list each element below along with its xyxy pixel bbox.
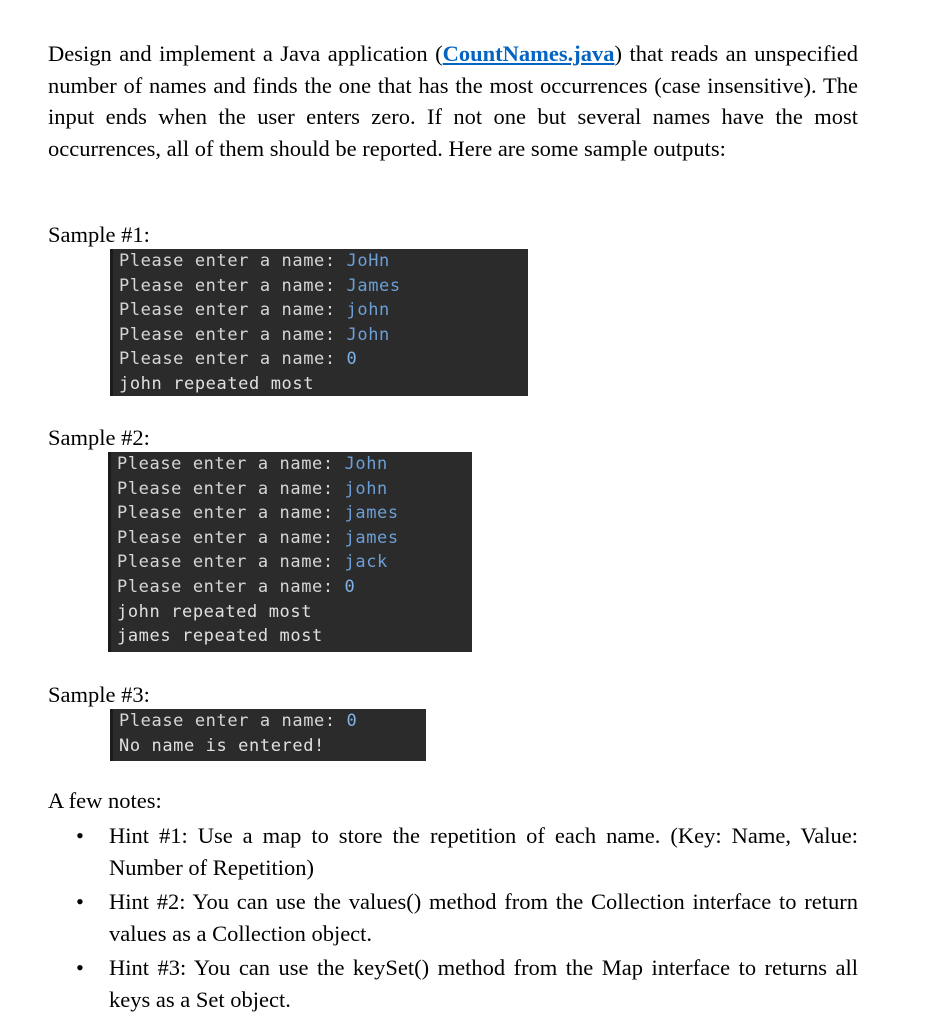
console-output-line: james repeated most xyxy=(117,626,323,647)
hint-text: Hint #3: You can use the keySet() method from the Map interface to returns all keys as a Set object. xyxy=(109,955,858,1012)
console-line: Please enter a name: JoHn xyxy=(119,251,390,271)
console-output-line: john repeated most xyxy=(119,373,315,394)
bullet-icon: • xyxy=(76,889,84,914)
hint-text: Hint #2: You can use the values() method from the Collection interface to return values as a Collection object. xyxy=(109,889,858,946)
notes-label: A few notes: xyxy=(48,788,162,813)
console-line: Please enter a name: john xyxy=(117,478,388,499)
sample-2-console xyxy=(108,452,472,652)
console-line: Please enter a name: james xyxy=(117,527,399,548)
console-line: Please enter a name: 0 xyxy=(119,349,358,370)
console-line: Please enter a name: john xyxy=(119,300,390,321)
console-line: Please enter a name: jack xyxy=(117,552,388,573)
console-line: Please enter a name: John xyxy=(117,454,388,474)
sample-3-console xyxy=(110,709,426,761)
list-item xyxy=(76,886,858,949)
countnames-link[interactable]: CountNames.java xyxy=(442,41,615,66)
hints-list xyxy=(76,820,858,1018)
console-line: Please enter a name: james xyxy=(117,503,399,524)
console-line: Please enter a name: 0 xyxy=(119,711,358,731)
intro-text-start: Design and implement a Java application ( xyxy=(48,41,443,66)
sample-1-label: Sample #1: xyxy=(48,222,150,247)
sample-2-label: Sample #2: xyxy=(48,425,150,450)
console-output-line: john repeated most xyxy=(117,601,313,622)
list-item xyxy=(76,952,858,1015)
console-line: Please enter a name: 0 xyxy=(117,576,356,597)
bullet-icon: • xyxy=(76,955,84,980)
console-line: Please enter a name: James xyxy=(119,275,401,296)
sample-3-label: Sample #3: xyxy=(48,682,150,707)
intro-paragraph xyxy=(48,38,858,164)
intro-text-end: ) that reads an unspecified number of names and finds the one that has the most occurrences (case insensitive). The input ends when the user enters zero. If not one but several names have the most occurrences, all of them should be reported. Here are some sample outputs: xyxy=(48,41,858,161)
hint-text: Hint #1: Use a map to store the repetition of each name. (Key: Name, Value: Number of Repetition) xyxy=(109,823,858,880)
list-item xyxy=(76,820,858,883)
sample-1-console xyxy=(110,249,528,396)
console-line: Please enter a name: John xyxy=(119,324,390,345)
bullet-icon: • xyxy=(76,823,84,848)
console-output-line: No name is entered! xyxy=(119,735,325,756)
